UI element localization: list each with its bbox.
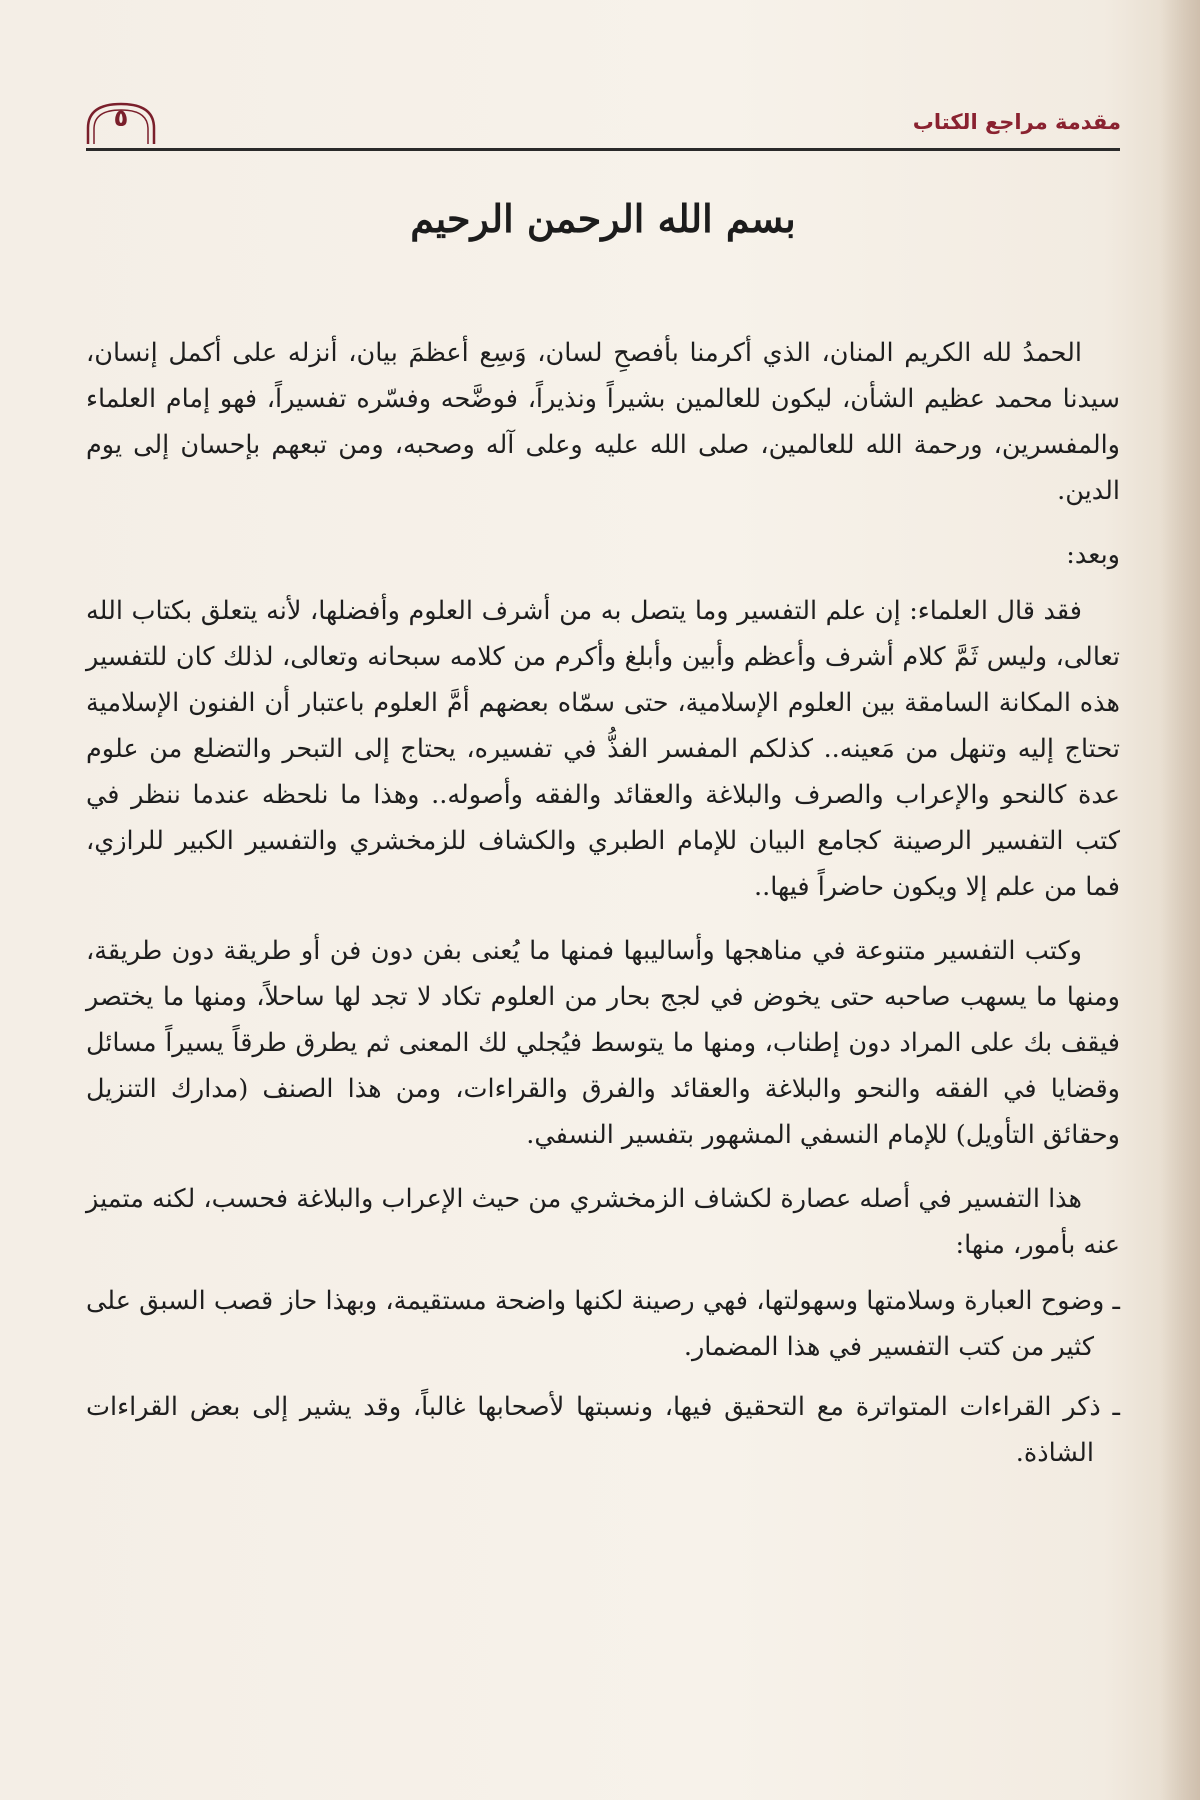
bullet-item-readings: ـ ذكر القراءات المتواترة مع التحقيق فيها، ونسبتها لأصحابها غالباً، وقد يشير إلى بعض القراءات الشاذة. [86, 1392, 1120, 1468]
page-edge-shadow [1160, 0, 1200, 1800]
body-text [86, 330, 1120, 1490]
paragraph-nasafi-features: هذا التفسير في أصله عصارة لكشاف الزمخشري من حيث الإعراب والبلاغة فحسب، لكنه متميز عنه بأمور، منها: [86, 1184, 1120, 1260]
paragraph-transition: وبعد: [1066, 540, 1120, 570]
header-divider [86, 148, 1120, 151]
basmala-heading: بسم الله الرحمن الرحيم [410, 196, 796, 241]
bullet-item-clarity: ـ وضوح العبارة وسلامتها وسهولتها، فهي رصينة لكنها واضحة مستقيمة، وبهذا حاز قصب السبق على كثير من كتب التفسير في هذا المضمار. [86, 1286, 1120, 1362]
paragraph-tafsir-importance: فقد قال العلماء: إن علم التفسير وما يتصل به من أشرف العلوم وأفضلها، لأنه يتعلق بكتاب الله تعالى، وليس ثَمَّ كلام أشرف وأعظم وأبين وأبلغ وأكرم من كلامه سبحانه وتعالى، لذلك كان للتفسير هذه المكانة السامقة بين العلوم الإسلامية، حتى سمّاه بعضهم أمَّ العلوم باعتبار أن الفنون الإسلامية تحتاج إليه وتنهل من مَعينه.. كذلكم المفسر الفذُّ في تفسيره، يحتاج إلى التبحر والتضلع من علوم عدة كالنحو والإعراب والصرف والبلاغة والعقائد والفقه وأصوله.. وهذا ما نلحظه عندما ننظر في كتب التفسير الرصينة كجامع البيان للإمام الطبري والكشاف للزمخشري والتفسير الكبير للرازي، فما من علم إلا ويكون حاضراً فيها.. [86, 596, 1120, 902]
running-head-title: مقدمة مراجع الكتاب [912, 110, 1121, 134]
page-number-badge [84, 98, 158, 146]
paragraph-tafsir-types: وكتب التفسير متنوعة في مناهجها وأساليبها فمنها ما يُعنى بفن دون فن أو طريقة دون طريقة، ومنها ما يسهب صاحبه حتى يخوض في لجج بحار من العلوم تكاد لا تجد لها ساحلاً، ومنها ما يختصر فيقف بك على المراد دون إطناب، ومنها ما يتوسط فيُجلي لك المعنى ثم يطرق طرقاً يسيراً مسائل وقضايا في الفقه والنحو والبلاغة والعقائد والفرق والقراءات، ومن هذا الصنف (مدارك التنزيل وحقائق التأويل) للإمام النسفي المشهور بتفسير النسفي. [86, 936, 1120, 1150]
paragraph-opening-praise: الحمدُ لله الكريم المنان، الذي أكرمنا بأفصحِ لسان، وَسِع أعظمَ بيان، أنزله على أكمل إنسان، سيدنا محمد عظيم الشأن، ليكون للعالمين بشيراً ونذيراً، فوضَّحه وفسّره تفسيراً، فهو إمام العلماء والمفسرين، ورحمة الله للعالمين، صلى الله عليه وعلى آله وصحبه، ومن تبعهم بإحسان إلى يوم الدين. [86, 338, 1120, 506]
page-number: ٥ [113, 104, 129, 132]
